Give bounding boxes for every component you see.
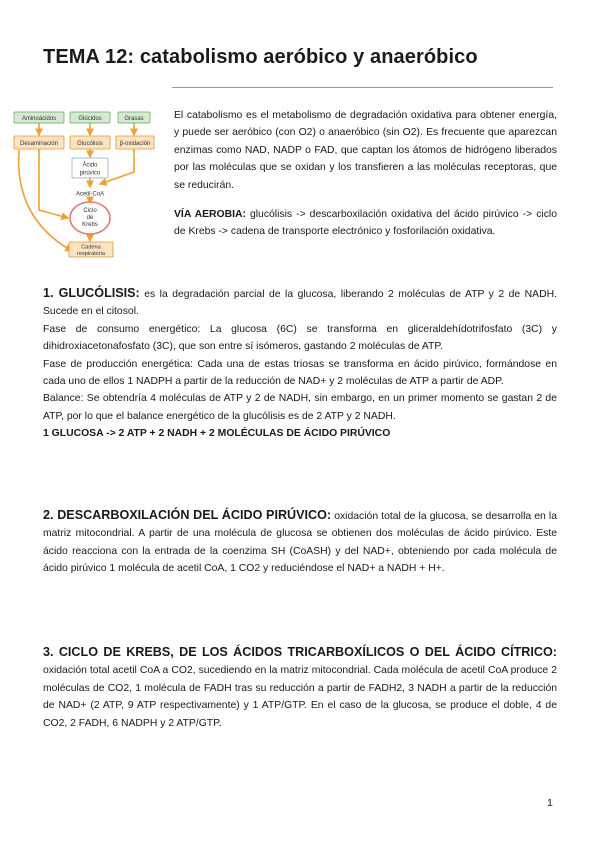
section-krebs [43, 644, 557, 732]
diagram-inputs [14, 112, 150, 123]
input-label: Grasas [124, 116, 144, 123]
krebs-label: de [86, 215, 94, 221]
diagram-processes [14, 136, 154, 149]
section-text: oxidación total acetil CoA a CO2, sucediendo en la matriz mitocondrial. Cada molécula de acetil CoA produce 2 moléculas de CO2, 1 molécula de FADH tras su reducción a partir de FADH2, 3 NADH a partir de la reducción de NAD+ (2 ATP, 9 ATP respectivamente) y 1 ATP/GTP. En el caso de la glucosa, se produce el doble, 4 de CO2, 2 FADH, 6 NADPH y 2 ATP/GTP. [43, 665, 557, 729]
section-heading: 1. GLUCÓLISIS: [43, 286, 140, 300]
glucolisis-equation: 1 GLUCOSA -> 2 ATP + 2 NADH + 2 MOLÉCULAS DE ÁCIDO PIRÚVICO [43, 428, 391, 440]
title-divider [172, 87, 553, 88]
pyruvate-label: Ácido [82, 162, 98, 169]
pyruvate-label: pirúvico [79, 170, 101, 177]
glucolisis-consumo: Fase de consumo energético: La glucosa (6C) se transforma en gliceraldehídotrifosfato (3C) y dihidroxiacetonafosfato (3C), que son entre sí isómeros, gastando 2 moléculas de ATP. [43, 323, 557, 353]
section-text: es la degradación parcial de la glucosa, liberando 2 moléculas de ATP y 2 de NADH. Sucede en el citosol. [43, 289, 557, 318]
krebs-label: Ciclo [83, 208, 97, 214]
section-descarboxilacion [43, 507, 557, 578]
chain-label: respiratoria [77, 251, 105, 257]
catabolism-diagram [10, 108, 160, 258]
process-label: Desaminación [19, 141, 59, 147]
via-aerobia-paragraph [174, 206, 557, 241]
catabolism-diagram-svg [10, 108, 160, 258]
acetyl-coa-label: Acetil-CoA [75, 191, 105, 198]
krebs-label: Krebs [82, 222, 98, 228]
glucolisis-balance: Balance: Se obtendría 4 moléculas de ATP y 2 de NADH, sin embargo, en un primer momento se gastan 2 de ATP, por lo que el balance energético de la glucólisis es de 2 ATP y 2 NADH. [43, 393, 557, 422]
glucolisis-intro [43, 285, 557, 321]
chain-label: Cadena [81, 244, 101, 251]
input-label: Glúcidos [78, 116, 102, 123]
section-heading: 3. CICLO DE KREBS, DE LOS ÁCIDOS TRICARBOXÍLICOS O DEL ÁCIDO CÍTRICO: [43, 645, 557, 659]
via-aerobia-label: VÍA AEROBIA: [174, 209, 246, 221]
process-label: β-oxidación [119, 141, 151, 147]
input-label: Aminoácidos [21, 116, 57, 123]
section-heading: 2. DESCARBOXILACIÓN DEL ÁCIDO PIRÚVICO: [43, 508, 332, 522]
descarboxilacion-paragraph [43, 507, 557, 578]
process-label: Glucólisis [77, 141, 103, 147]
section-text: oxidación total de la glucosa, se desarrolla en la matriz mitocondrial. A partir de una molécula de glucosa se obtienen dos moléculas de ácido pirúvico. Este ácido reacciona con la entrada de la coenzima SH (CoASH) y del NAD+, obteniendo por cada molécula de ácido pirúvico 1 molécula de acetil CoA, 1 CO2 y reduciéndose el NAD+ a NADH + H+. [43, 511, 557, 575]
page-title: TEMA 12: catabolismo aeróbico y anaeróbico [43, 46, 478, 68]
krebs-paragraph [43, 644, 557, 732]
glucolisis-produccion: Fase de producción energética: Cada una de estas triosas se transforma en ácido pirúvico, formándose en cada uno de ellos 1 NADPH a partir de la reducción de NAD+ y 2 moléculas de ATP a partir de ADP. [43, 358, 557, 388]
via-aerobia-text: glucólisis -> descarboxilación oxidativa del ácido pirúvico -> ciclo de Krebs -> cadena de transporte electrónico y fosforilación oxidativa. [174, 209, 558, 238]
intro-paragraph: El catabolismo es el metabolismo de degradación oxidativa para obtener energía, y puede ser aeróbico (con O2) o anaeróbico (sin O2). Es frecuente que aparezcan enzimas como NAD, NADP o FAD, que captan los átomos de hidrógeno liberados por las moléculas que se oxidan y los transfieren a las moléculas receptoras, que se reducirán. [174, 110, 557, 191]
intro-block [174, 107, 557, 241]
page-number: 1 [547, 797, 553, 809]
section-glucolisis [43, 285, 557, 443]
